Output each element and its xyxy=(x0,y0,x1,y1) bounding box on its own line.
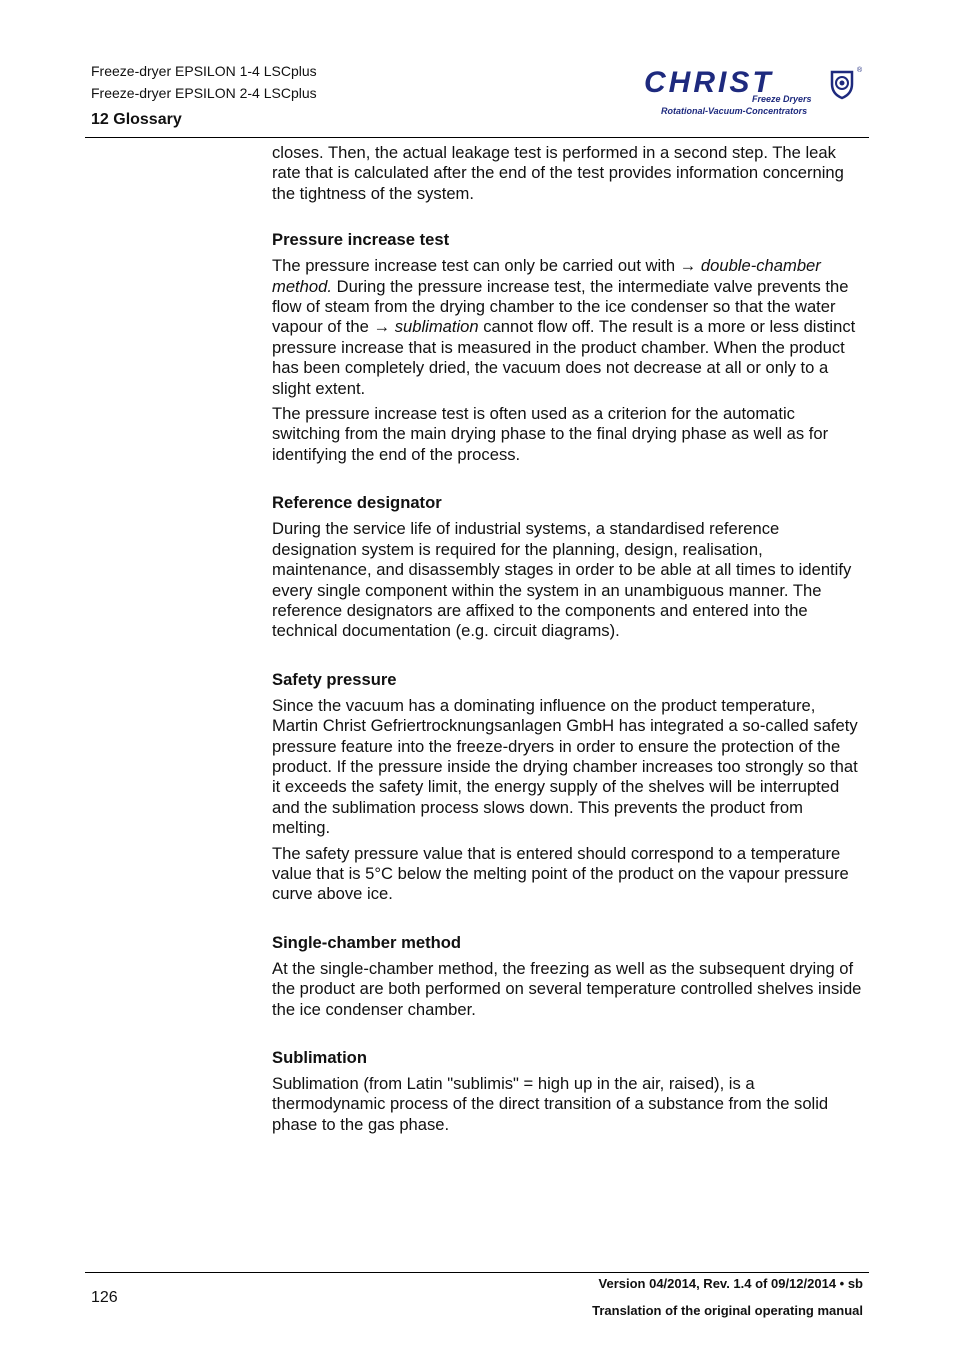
header-divider xyxy=(85,137,869,138)
registered-mark: ® xyxy=(857,67,863,74)
logo-subtitle-1: Freeze Dryers xyxy=(752,94,812,104)
header-product-line-2: Freeze-dryer EPSILON 2-4 LSCplus xyxy=(91,85,317,101)
footer-divider xyxy=(85,1272,869,1273)
section-title: 12 Glossary xyxy=(91,111,182,128)
reference-designator-paragraph: During the service life of industrial systems, a standardised reference designation system is required for the planning, design, realisation, maintenance, and disassembly stages in order to be able at all times to identify every single component within the system in an unambiguous manner. The reference designators are affixed to the components and entered into the technical documentation (e.g. circuit diagrams). xyxy=(272,519,852,641)
page-number: 126 xyxy=(91,1289,118,1306)
link-sublimation[interactable]: sublimation xyxy=(394,317,479,337)
link-double-chamber-method[interactable]: double-chamber method. xyxy=(272,256,821,296)
safety-pressure-paragraph-2: The safety pressure value that is entered should correspond to a temperature value that is 5°C below the melting point of the product on the vapour pressure curve above ice. xyxy=(272,843,849,904)
term-title-pressure-increase-test: Pressure increase test xyxy=(272,230,450,250)
logo-emblem-icon xyxy=(832,72,852,98)
logo-brand-text: CHRIST xyxy=(644,66,774,99)
pressure-increase-test-paragraph-1: The pressure increase test can only be carried out with → double-chamber method. During the pressure increase test, the intermediate valve prevents the flow of steam from the drying chamber to the ice condenser so that the water vapour of the → sublimation cannot flow off. The result is a more or less distinct pressure increase that is measured in the product chamber. When the product has been completely dried, the vacuum does not decrease at all or only to a slight extent. xyxy=(272,256,856,398)
sublimation-paragraph: Sublimation (from Latin "sublimis" = high up in the air, raised), is a thermodynamic process of the direct transition of a substance from the solid phase to the gas phase. xyxy=(272,1074,829,1134)
header-product-line-1: Freeze-dryer EPSILON 1-4 LSCplus xyxy=(91,63,317,79)
footer-translation-note: Translation of the original operating manual xyxy=(592,1303,863,1318)
term-title-safety-pressure: Safety pressure xyxy=(272,669,397,689)
christ-logo xyxy=(640,62,865,120)
term-title-reference-designator: Reference designator xyxy=(272,493,442,513)
pressure-increase-test-paragraph-2: The pressure increase test is often used as a criterion for the automatic switching from the main drying phase to the final drying phase as well as for identifying the end of the process. xyxy=(272,404,829,464)
term-title-single-chamber-method: Single-chamber method xyxy=(272,932,462,952)
footer-version: Version 04/2014, Rev. 1.4 of 09/12/2014 • sb xyxy=(598,1276,863,1291)
term-title-sublimation: Sublimation xyxy=(272,1048,367,1067)
glossary-content xyxy=(272,143,862,1140)
single-chamber-method-paragraph: At the single-chamber method, the freezing as well as the subsequent drying of the product are both performed on several temperature controlled shelves inside the ice condenser chamber. xyxy=(272,958,862,1019)
intro-paragraph: closes. Then, the actual leakage test is performed in a second step. The leak rate that is calculated after the end of the test provides information concerning the tightness of the system. xyxy=(272,143,844,203)
safety-pressure-paragraph-1: Since the vacuum has a dominating influence on the product temperature, Martin Christ Gefriertrocknungsanlagen GmbH has integrated a so-called safety pressure feature into the freeze-dryers in order to ensure the protection of the product. If the pressure inside the drying chamber increases too strongly so that it exceeds the safety limit, the energy supply of the shelves will be interrupted and the sublimation process slows down. This prevents the product from melting. xyxy=(272,695,858,838)
logo-subtitle-2: Rotational-Vacuum-Concentrators xyxy=(661,106,808,116)
